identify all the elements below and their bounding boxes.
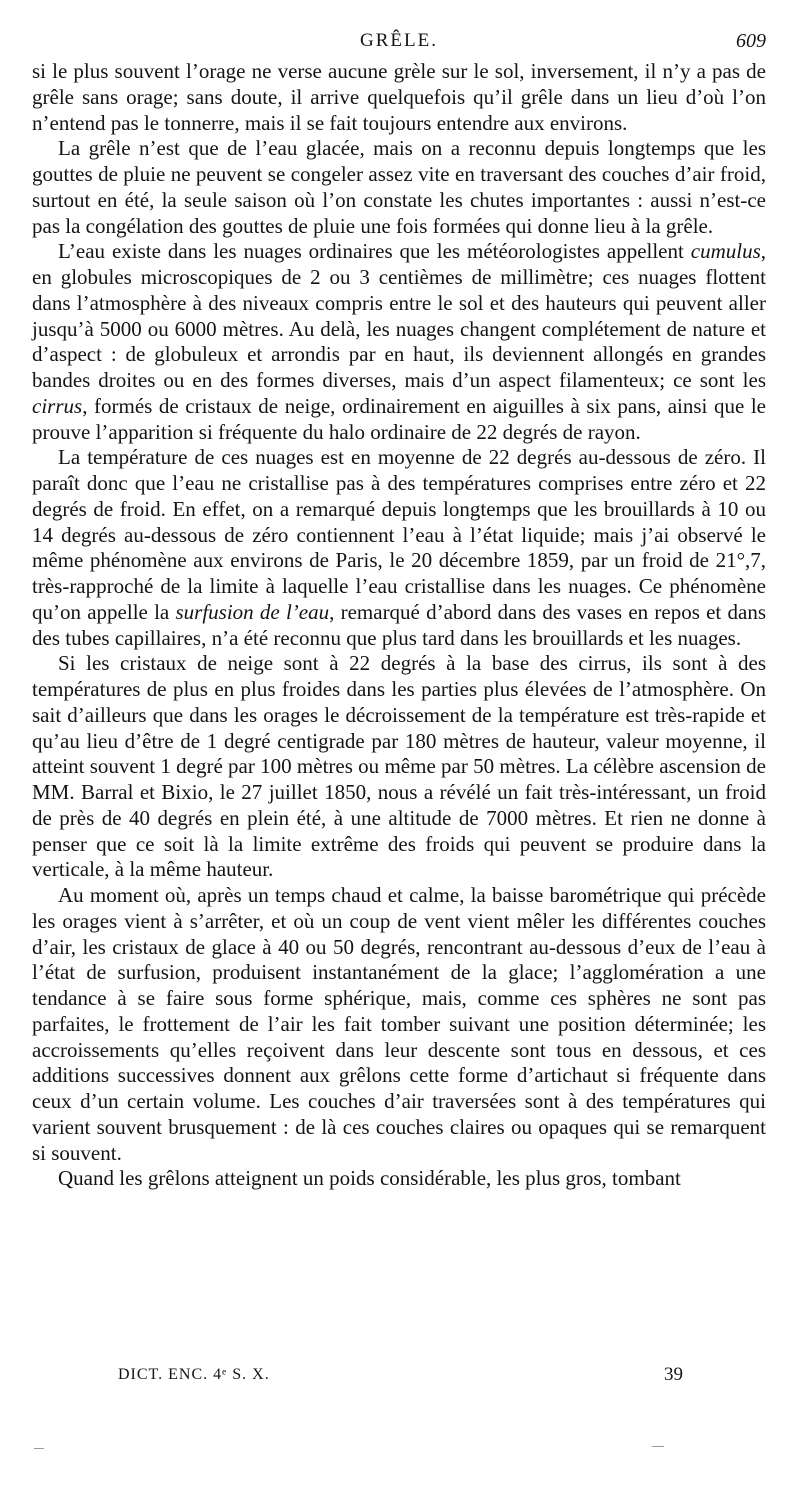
signature-line bbox=[118, 1364, 683, 1390]
paragraph-3-text-start: L’eau existe dans les nuages ordinaires que les météorologistes appellent bbox=[58, 239, 691, 264]
page-number: 609 bbox=[736, 30, 766, 52]
paragraph-7 bbox=[32, 1166, 766, 1192]
paragraph-1-text: si le plus souvent l’orage ne verse aucune grèle sur le sol, inversement, il n’y a pas de grêle sans orage; sans doute, il arrive quelquefois qu’il grêle dans un lieu d’où l’on n’entend pas le tonnerre, mais il se fait toujours entendre aux environs. bbox=[32, 59, 766, 135]
paragraph-3-text-end: , formés de cristaux de neige, ordinairement en aiguilles à six pans, ainsi que le prouve l’apparition si fréquente du halo ordinaire de 22 degrés de rayon. bbox=[32, 393, 766, 444]
body-text bbox=[32, 59, 766, 1192]
paragraph-2 bbox=[32, 136, 766, 239]
scan-mark-left bbox=[34, 1448, 44, 1449]
paragraph-4-text-start: La température de ces nuages est en moyenne de 22 degrés au-dessous de zéro. Il paraît donc que l’eau ne cristallise pas à des températures comprises entre zéro et 22 degrés de froid. En effet, on a remarqué depuis longtemps que les brouillards à 10 ou 14 degrés au-dessous de zéro contiennent l’eau à l’état liquide; mais j’ai observé le même phénomène aux environs de Paris, le 20 décembre 1859, par un froid de 21°,7, très-rapproché de la limite à laquelle l’eau cristallise dans les nuages. Ce phénomène qu’on appelle la bbox=[32, 445, 766, 624]
paragraph-5 bbox=[32, 651, 766, 883]
printer-signature: DICT. ENC. 4ᵉ S. X. bbox=[118, 1366, 270, 1383]
term-cirrus: cirrus bbox=[32, 393, 83, 418]
signature-number: 39 bbox=[664, 1364, 683, 1385]
term-cumulus: cumulus bbox=[690, 239, 761, 264]
scan-mark-right bbox=[652, 1446, 664, 1447]
running-head bbox=[32, 30, 766, 56]
term-surfusion: surfusion de l’eau bbox=[175, 599, 330, 624]
paragraph-7-text: Quand les grêlons atteignent un poids considérable, les plus gros, tombant bbox=[58, 1166, 681, 1191]
running-title: GRÊLE. bbox=[360, 30, 438, 51]
paragraph-1 bbox=[32, 59, 766, 136]
paragraph-3-text-middle: , en globules microscopiques de 2 ou 3 centièmes de millimètre; ces nuages flottent dans l’atmosphère à des niveaux compris entre le sol et des hauteurs qui peuvent aller jusqu’à 5000 ou 6000 mètres. Au delà, les nuages changent complétement de nature et d’aspect : de globuleux et arrondis par en haut, ils deviennent allongés en grandes bandes droites ou en des formes diverses, mais d’un aspect filamenteux; ce sont les bbox=[32, 239, 766, 392]
paragraph-4 bbox=[32, 445, 766, 651]
paragraph-5-text: Si les cristaux de neige sont à 22 degrés à la base des cirrus, ils sont à des températures de plus en plus froides dans les parties plus élevées de l’atmosphère. On sait d’ailleurs que dans les orages le décroissement de la température est très-rapide et qu’au lieu d’être de 1 degré centigrade par 180 mètres de hauteur, valeur moyenne, il atteint souvent 1 degré par 100 mètres ou même par 50 mètres. La célèbre ascension de MM. Barral et Bixio, le 27 juillet 1850, nous a révélé un fait très-intéressant, un froid de près de 40 degrés en plein été, à une altitude de 7000 mètres. Et rien ne donne à penser que ce soit là la limite extrême des froids qui peuvent se produire dans la verticale, à la même hauteur. bbox=[32, 651, 766, 882]
paragraph-4-text-end: , remarqué d’abord dans des vases en repos et dans des tubes capillaires, n’a été reconnu que plus tard dans les brouillards et les nuages. bbox=[32, 599, 766, 650]
paragraph-6-text: Au moment où, après un temps chaud et calme, la baisse barométrique qui précède les orages vient à s’arrêter, et où un coup de vent vient mêler les différentes couches d’air, les cristaux de glace à 40 ou 50 degrés, rencontrant au-dessous d’eux de l’eau à l’état de surfusion, produisent instantanément de la glace; l’agglomération a une tendance à se faire sous forme sphérique, mais, comme ces sphères ne sont pas parfaites, le frottement de l’air les fait tomber suivant une position déterminée; les accroissements qu’elles reçoivent dans leur descente sont tous en dessous, et ces additions successives donnent aux grêlons cette forme d’artichaut si fréquente dans ceux d’un certain volume. Les couches d’air traversées sont à des températures qui varient souvent brusquement : de là ces couches claires ou opaques qui se remarquent si souvent. bbox=[32, 883, 766, 1165]
paragraph-2-text: La grêle n’est que de l’eau glacée, mais on a reconnu depuis longtemps que les gouttes de pluie ne peuvent se congeler assez vite en traversant des couches d’air froid, surtout en été, la seule saison où l’on constate les chutes importantes : aussi n’est-ce pas la congélation des gouttes de pluie une fois formées qui donne lieu à la grêle. bbox=[32, 136, 766, 238]
paragraph-3 bbox=[32, 239, 766, 445]
paragraph-6 bbox=[32, 883, 766, 1166]
